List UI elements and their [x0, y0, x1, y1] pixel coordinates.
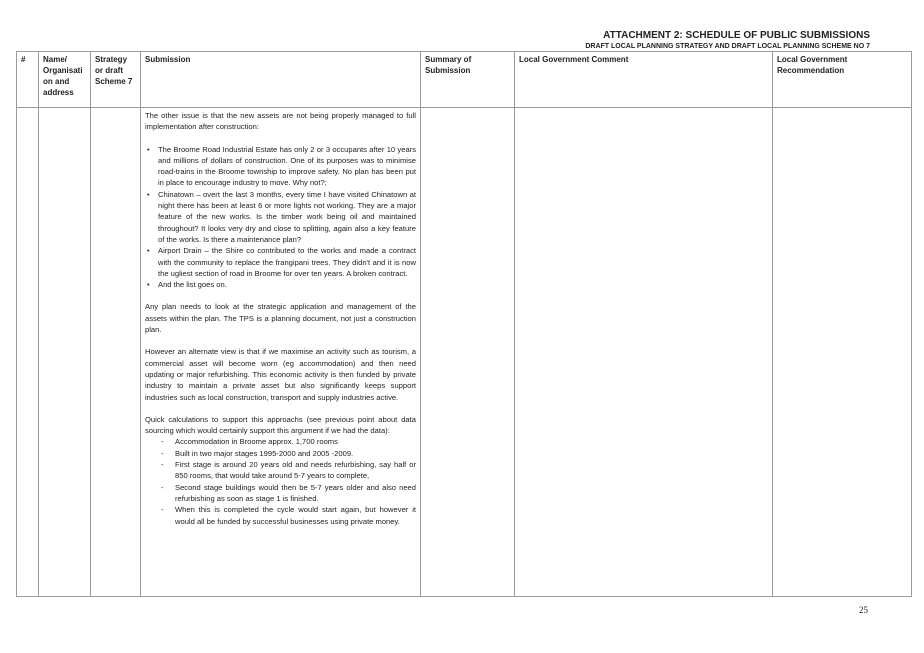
list-item: - First stage is around 20 years old and needs refurbishing, say half or 850 rooms, that would take around 5-7 years to complete,	[145, 459, 416, 482]
cell-summary	[421, 108, 515, 597]
list-item: • Chinatown – overt the last 3 months, every time I have visited Chinatown at night there has been at least 6 or more lights not working. They are a major feature of the new works. Is the timber work being oil and maintained throughout? It looks very dry and close to splitting, again also a key feature of the works. Is there a maintenance plan?	[145, 189, 416, 245]
cell-number	[17, 108, 39, 597]
page-number: 25	[859, 605, 868, 615]
submission-paragraph: Quick calculations to support this approachs (see previous point about data sourcing which would certainly support this argument if we had the data):	[145, 414, 416, 436]
cell-recommendation	[773, 108, 912, 597]
document-subtitle: DRAFT LOCAL PLANNING STRATEGY AND DRAFT LOCAL PLANNING SCHEME NO 7	[585, 43, 870, 50]
col-header-recommendation: Local Government Recommendation	[773, 52, 912, 108]
list-item: • Airport Drain – the Shire co contributed to the works and made a contract with the community to replace the frangipani trees. They didn't and it is now the ugliest section of road in Broome for over ten years. A broken contract.	[145, 245, 416, 279]
submissions-table	[16, 51, 912, 597]
col-header-name: Name/ Organisati on and address	[39, 52, 91, 108]
list-item: • The Broome Road Industrial Estate has only 2 or 3 occupants after 10 years and millions of dollars of construction. One of its purposes was to minimise road-trains in the Broome township to improve safety. No plan has been put in place to encourage industry to move. Why not?;	[145, 144, 416, 189]
cell-strategy	[91, 108, 141, 597]
col-header-summary: Summary of Submission	[421, 52, 515, 108]
table-row	[17, 108, 912, 597]
cell-name	[39, 108, 91, 597]
list-item: • And the list goes on.	[145, 279, 416, 290]
table-header-row	[17, 52, 912, 108]
list-item: - When this is completed the cycle would start again, but however it would all be funded by successful businesses using private money.	[145, 504, 416, 527]
submission-dash-list	[145, 436, 416, 526]
list-item: - Built in two major stages 1995-2000 and 2005 -2009.	[145, 448, 416, 459]
cell-submission	[141, 108, 421, 597]
submission-intro: The other issue is that the new assets are not being properly managed to full implementation after construction:	[145, 111, 416, 132]
document-title: ATTACHMENT 2: SCHEDULE OF PUBLIC SUBMISSIONS	[603, 30, 870, 41]
col-header-submission: Submission	[141, 52, 421, 108]
list-item: - Accommodation in Broome approx. 1,700 rooms	[145, 436, 416, 447]
submission-paragraph: However an alternate view is that if we maximise an activity such as tourism, a commercial asset will become worn (eg accommodation) and then need updating or major refurbishing. This economic activity is then funded by private industry to maintain a private asset but also significantly keeps support industries such as local construction, transport and supply industries active.	[145, 347, 416, 402]
submission-paragraph: Any plan needs to look at the strategic application and management of the assets within the plan. The TPS is a planning document, not just a construction plan.	[145, 302, 416, 335]
col-header-strategy: Strategy or draft Scheme 7	[91, 52, 141, 108]
cell-comment	[515, 108, 773, 597]
list-item: - Second stage buildings would then be 5-7 years older and also need refurbishing as soon as stage 1 is finished.	[145, 482, 416, 505]
col-header-number: #	[17, 52, 39, 108]
submission-bullet-list	[145, 144, 416, 291]
col-header-comment: Local Government Comment	[515, 52, 773, 108]
